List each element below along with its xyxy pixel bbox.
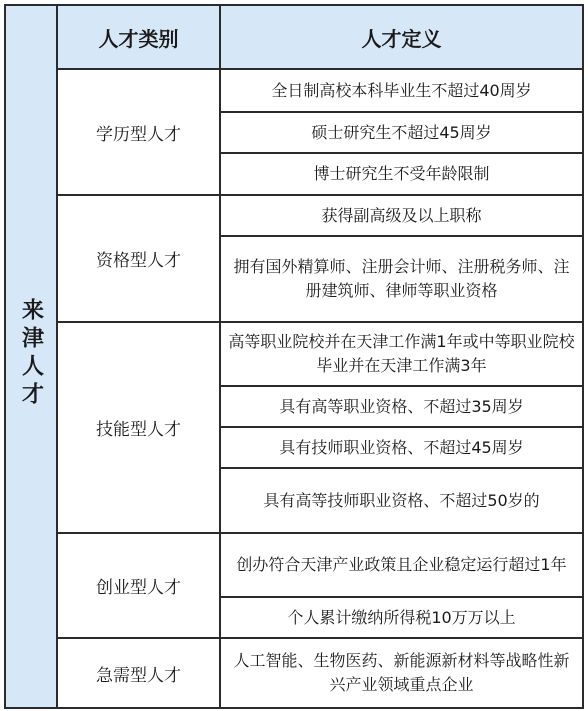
definition-cell: 创办符合天津产业政策且企业稳定运行超过1年 [220, 533, 583, 597]
header-definition: 人才定义 [220, 5, 583, 69]
definition-cell: 具有技师职业资格、不超过45周岁 [220, 427, 583, 468]
definition-cell: 人工智能、生物医药、新能源新材料等战略性新兴产业领域重点企业 [220, 638, 583, 708]
definition-cell: 硕士研究生不超过45周岁 [220, 112, 583, 153]
definition-cell: 获得副高级及以上职称 [220, 195, 583, 236]
header-category: 人才类别 [57, 5, 220, 69]
category-cell: 学历型人才 [57, 69, 220, 195]
category-cell: 技能型人才 [57, 322, 220, 533]
category-cell: 创业型人才 [57, 533, 220, 638]
side-label: 来津人才 [5, 5, 57, 708]
category-cell: 资格型人才 [57, 195, 220, 322]
category-cell: 急需型人才 [57, 638, 220, 708]
definition-cell: 全日制高校本科毕业生不超过40周岁 [220, 69, 583, 112]
definition-cell: 拥有国外精算师、注册会计师、注册税务师、注册建筑师、律师等职业资格 [220, 236, 583, 322]
definition-cell: 具有高等技师职业资格、不超过50岁的 [220, 468, 583, 533]
definition-cell: 高等职业院校并在天津工作满1年或中等职业院校毕业并在天津工作满3年 [220, 322, 583, 386]
definition-cell: 个人累计缴纳所得税10万万以上 [220, 597, 583, 638]
definition-cell: 具有高等职业资格、不超过35周岁 [220, 386, 583, 427]
definition-cell: 博士研究生不受年龄限制 [220, 153, 583, 195]
